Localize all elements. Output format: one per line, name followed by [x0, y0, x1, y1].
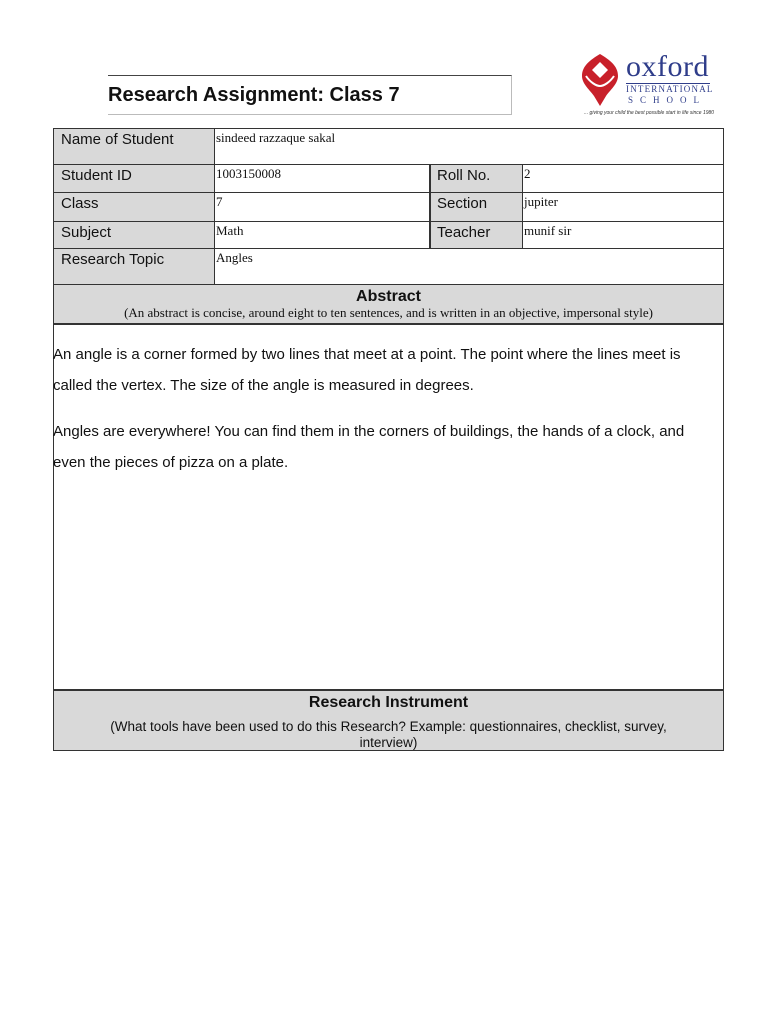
logo-brand: oxford [626, 50, 709, 83]
student-id-value: 1003150008 [215, 165, 430, 193]
school-logo [580, 50, 720, 120]
instrument-note: (What tools have been used to do this Research? Example: questionnaires, checklist, survey, interview) [110, 719, 667, 750]
abstract-body [53, 339, 713, 493]
page-title: Research Assignment: Class 7 [108, 84, 400, 106]
instrument-header [54, 691, 723, 750]
class-value: 7 [215, 193, 430, 222]
class-label: Class [54, 193, 215, 222]
topic-label: Research Topic [54, 249, 215, 285]
abstract-heading: Abstract [356, 288, 421, 305]
student-id-label: Student ID [54, 165, 215, 193]
crest-icon [580, 52, 620, 108]
subject-value: Math [215, 222, 430, 249]
roll-value: 2 [523, 165, 723, 193]
section-value: jupiter [523, 193, 723, 222]
title-box [108, 75, 512, 115]
abstract-paragraph: Angles are everywhere! You can find them in the corners of buildings, the hands of a clock, and even the pieces of pizza on a plate. [53, 423, 685, 471]
name-value: sindeed razzaque sakal [215, 129, 723, 165]
teacher-value: munif sir [523, 222, 723, 249]
assignment-form [53, 128, 724, 751]
topic-value: Angles [215, 249, 723, 285]
subject-label: Subject [54, 222, 215, 249]
abstract-paragraph: An angle is a corner formed by two lines that meet at a point. The point where the lines meet is called the vertex. The size of the angle is measured in degrees. [53, 346, 681, 394]
section-label: Section [430, 193, 523, 222]
logo-line2: SCHOOL [628, 95, 707, 105]
logo-line1: INTERNATIONAL [626, 84, 714, 94]
abstract-header [54, 285, 723, 323]
teacher-label: Teacher [430, 222, 523, 249]
name-label: Name of Student [54, 129, 215, 165]
logo-tagline: ... giving your child the best possible start in life since 1980 [584, 110, 715, 116]
instrument-heading: Research Instrument [308, 694, 469, 711]
roll-label: Roll No. [430, 165, 523, 193]
abstract-note: (An abstract is concise, around eight to ten sentences, and is written in an objective, impersonal style) [124, 305, 653, 320]
